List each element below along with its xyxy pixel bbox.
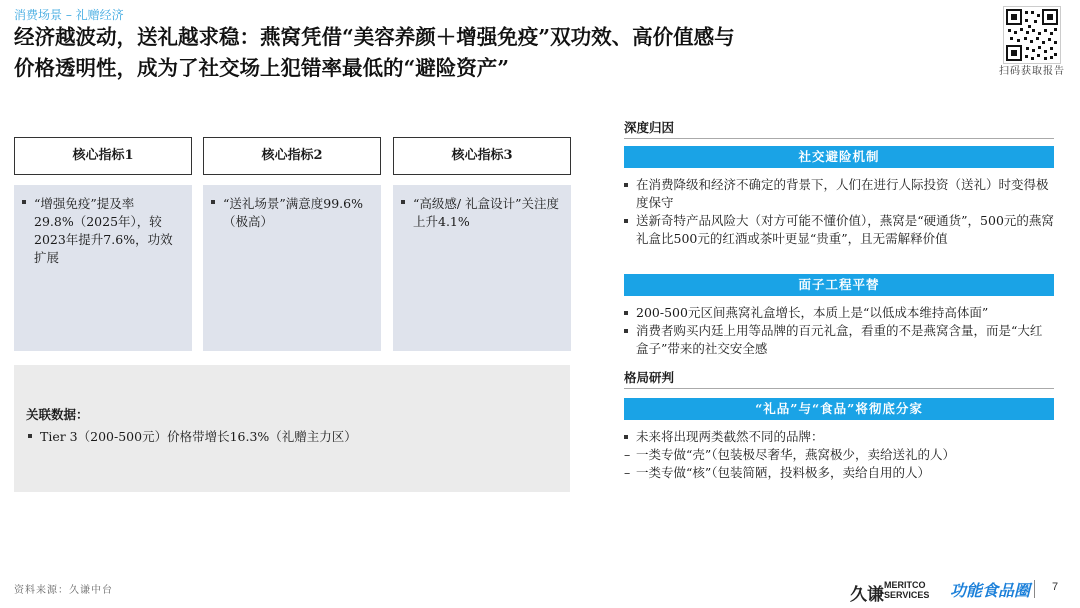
kpi-label-3: 核心指标3 <box>393 137 571 175</box>
sub-item: – 一类专做“核”（包装简陋，投料极多，卖给自用的人） <box>624 465 931 480</box>
page-title <box>14 22 914 84</box>
section-title-attribution: 深度归因 <box>624 120 675 135</box>
bar-gift-vs-food: “礼品”与“食品”将彻底分家 <box>624 398 1054 420</box>
kpi-card-2 <box>203 185 381 351</box>
kpi-text-1: “增强免疫”提及率29.8%（2025年），较2023年提升7.6%，功效扩展 <box>34 196 173 265</box>
divider <box>624 138 1054 139</box>
bullet-icon <box>211 200 215 204</box>
kpi-text-2: “送礼场景”满意度99.6%（极高） <box>223 196 363 229</box>
bullet-icon <box>28 434 32 438</box>
meritco-logo: 久谦 <box>850 585 884 605</box>
page-title-line1: 经济越波动，送礼越求稳：燕窝凭借“美容养颜＋增强免疫”双功效、高价值感与 <box>14 25 735 49</box>
list-item: 消费者购买内廷上用等品牌的百元礼盒，看重的不是燕窝含量，而是“大红盒子”带来的社交安全感 <box>624 322 1054 358</box>
source-note: 资料来源：久谦中台 <box>14 585 113 596</box>
bar2-bullets <box>624 304 1054 358</box>
bar3-bullets <box>624 428 1054 482</box>
sub-item: – 一类专做“壳”（包装极尽奢华，燕窝极少，卖给送礼的人） <box>624 447 956 462</box>
functional-food-logo: 功能食品圈 <box>950 581 1031 600</box>
qr-code-icon[interactable] <box>1003 6 1061 64</box>
list-item: 200-500元区间燕窝礼盒增长，本质上是“以低成本维持高体面” <box>624 304 1054 322</box>
related-data-title: 关联数据： <box>26 407 89 422</box>
bar-face-project: 面子工程平替 <box>624 274 1054 296</box>
list-item: 未来将出现两类截然不同的品牌： <box>624 428 1054 446</box>
kpi-card-1 <box>14 185 192 351</box>
list-item: 送新奇特产品风险大（对方可能不懂价值），燕窝是“硬通货”，500元的燕窝礼盒比500元的红酒或茶叶更显“贵重”，且无需解释价值 <box>624 212 1054 248</box>
breadcrumb: 消费场景 – 礼赠经济 <box>14 8 124 22</box>
related-data-panel <box>14 365 570 492</box>
divider <box>624 388 1054 389</box>
kpi-card-3 <box>393 185 571 351</box>
kpi-label-2: 核心指标2 <box>203 137 381 175</box>
meritco-logo-text: MERITCO SERVICES <box>884 580 930 600</box>
bar1-bullets <box>624 176 1054 248</box>
qr-caption: 扫码获取报告 <box>999 66 1065 77</box>
kpi-label-1: 核心指标1 <box>14 137 192 175</box>
page-title-line2: 价格透明性，成为了社交场上犯错率最低的“避险资产” <box>14 56 510 80</box>
page-number: 7 <box>1052 581 1059 593</box>
bullet-icon <box>22 200 26 204</box>
list-item: 在消费降级和经济不确定的背景下，人们在进行人际投资（送礼）时变得极度保守 <box>624 176 1054 212</box>
bullet-icon <box>401 200 405 204</box>
kpi-text-3: “高级感/ 礼盒设计”关注度上升4.1% <box>413 196 559 229</box>
bar-social-hedge: 社交避险机制 <box>624 146 1054 168</box>
related-data-item: Tier 3（200-500元）价格带增长16.3%（礼赠主力区） <box>40 429 357 444</box>
divider <box>1034 580 1035 598</box>
section-title-outlook: 格局研判 <box>624 370 675 385</box>
